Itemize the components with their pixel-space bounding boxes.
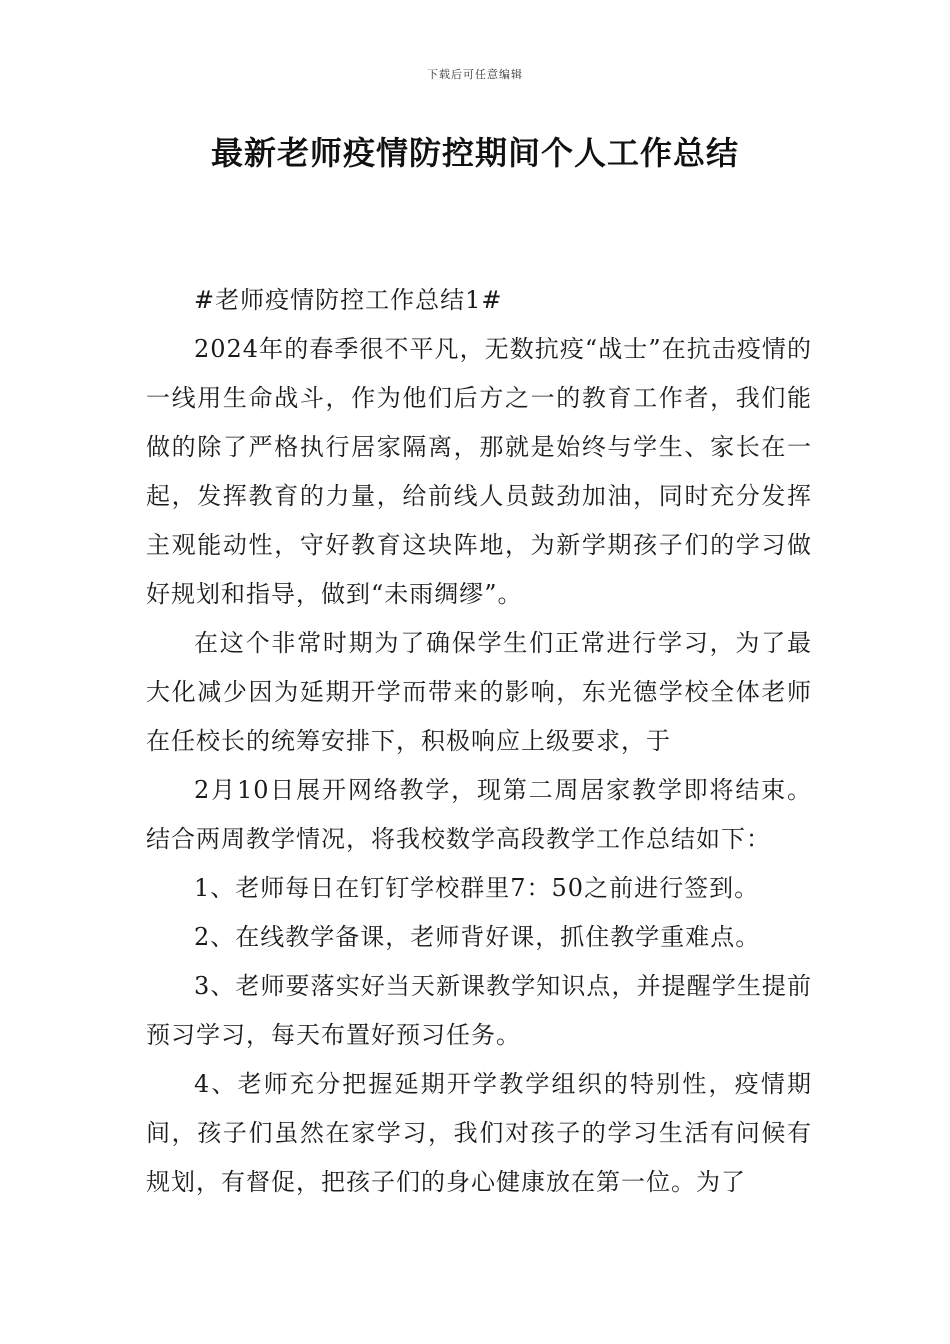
- list-item-2: 2、在线教学备课，老师背好课，抓住教学重难点。: [194, 923, 761, 951]
- document-title: 最新老师疫情防控期间个人工作总结: [210, 134, 739, 172]
- document-body: [146, 276, 812, 1207]
- list-item-3: 3、老师要落实好当天新课教学知识点，并提醒学生提前预习学习，每天布置好预习任务。: [146, 972, 812, 1049]
- list-item-4: 4、老师充分把握延期开学教学组织的特别性，疫情期间，孩子们虽然在家学习，我们对孩子的学习生活有问候有规划，有督促，把孩子们的身心健康放在第一位。为了: [146, 1070, 812, 1196]
- list-item-1: 1、老师每日在钉钉学校群里7：50之前进行签到。: [194, 874, 760, 902]
- header-note: 下载后可任意编辑: [427, 68, 523, 81]
- paragraph-summary-lead: 2月10日展开网络教学，现第二周居家教学即将结束。结合两周教学情况，将我校数学高段教学工作总结如下：: [146, 776, 812, 853]
- section-heading: #老师疫情防控工作总结1#: [194, 286, 503, 314]
- paragraph-intro: 2024年的春季很不平凡，无数抗疫“战士”在抗击疫情的一线用生命战斗，作为他们后方之一的教育工作者，我们能做的除了严格执行居家隔离，那就是始终与学生、家长在一起，发挥教育的力量，给前线人员鼓劲加油，同时充分发挥主观能动性，守好教育这块阵地，为新学期孩子们的学习做好规划和指导，做到“未雨绸缪”。: [146, 335, 812, 608]
- paragraph-context: 在这个非常时期为了确保学生们正常进行学习，为了最大化减少因为延期开学而带来的影响，东光德学校全体老师在任校长的统筹安排下，积极响应上级要求，于: [146, 629, 812, 755]
